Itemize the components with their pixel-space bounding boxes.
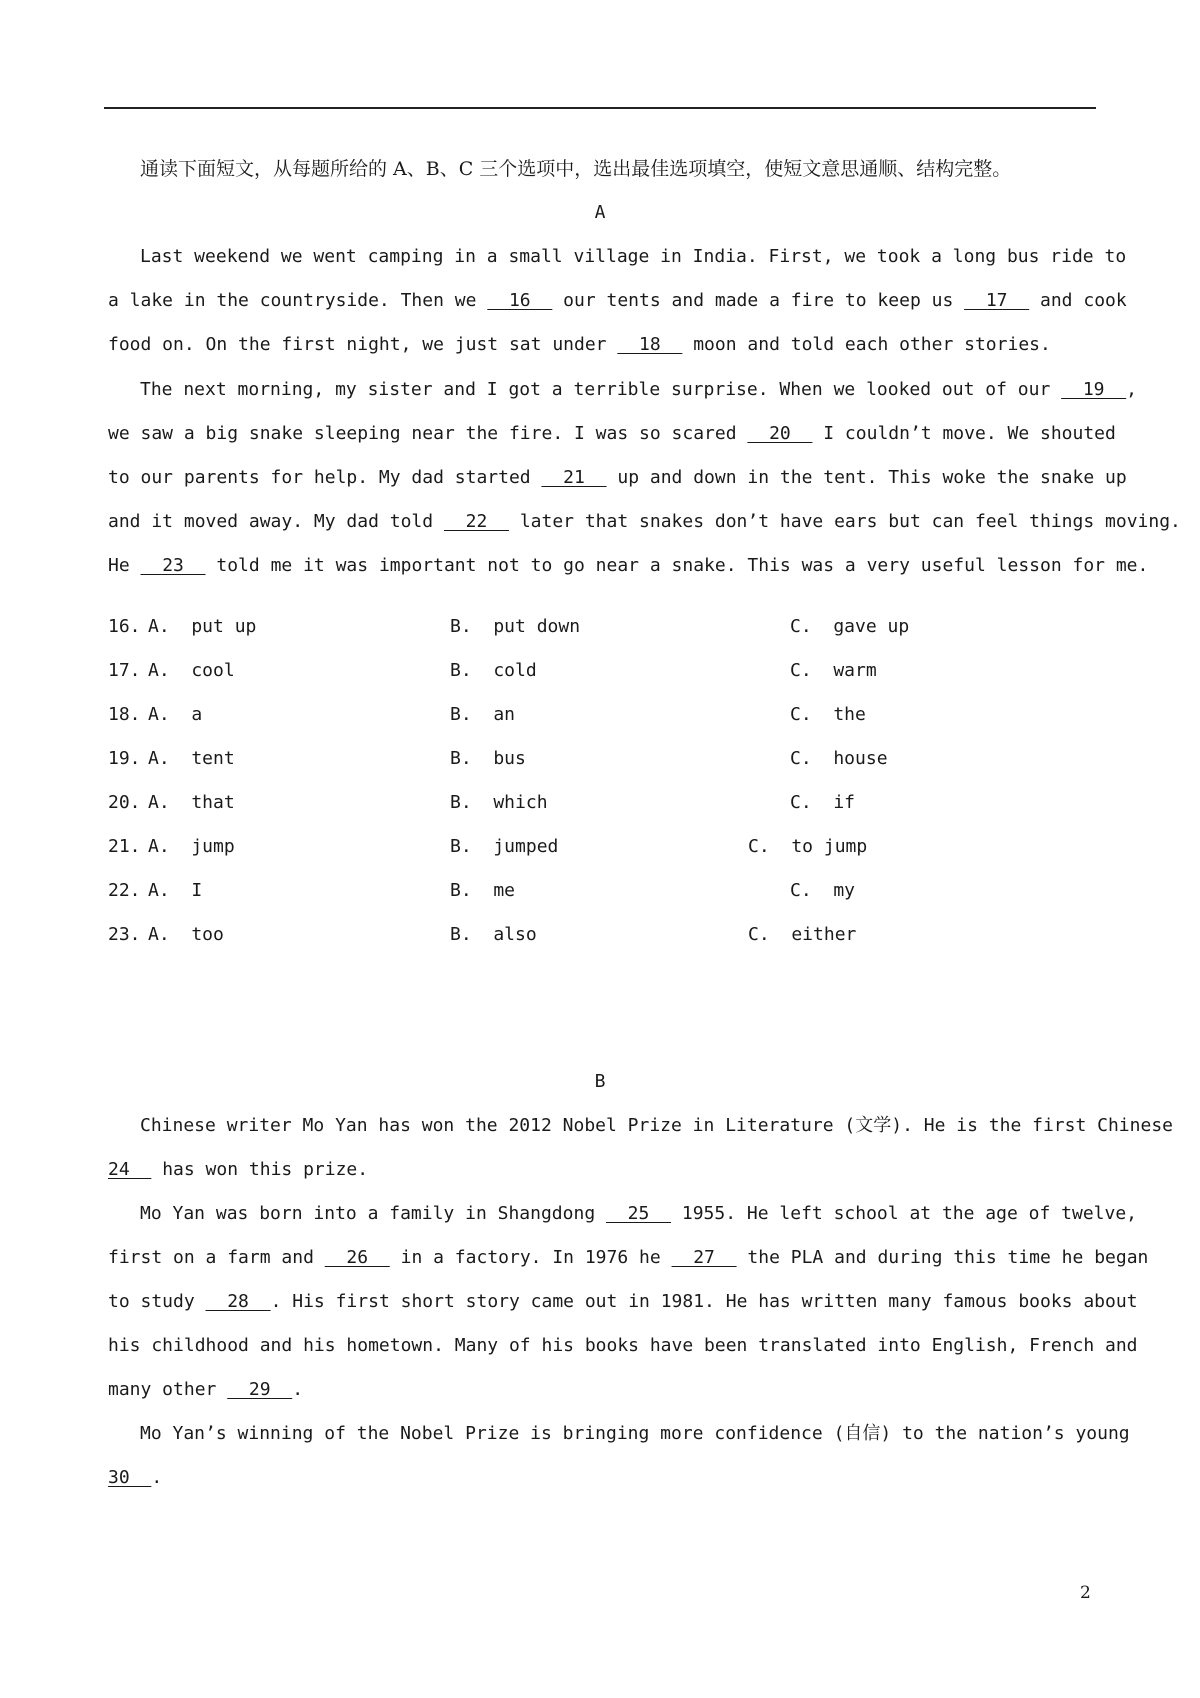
option-a: A. a bbox=[148, 704, 203, 725]
passage-line bbox=[140, 1111, 1173, 1141]
text-segment: we saw a big snake sleeping near the fire. I was so scared bbox=[108, 423, 748, 444]
text-segment: later that snakes don’t have ears but can feel things moving. bbox=[508, 511, 1181, 532]
text-segment: the PLA and during this time he began bbox=[736, 1247, 1149, 1268]
line-text bbox=[140, 1115, 1173, 1136]
text-segment: has won this prize. bbox=[151, 1159, 369, 1180]
option-b: B. put down bbox=[450, 616, 581, 637]
text-segment: a lake in the countryside. Then we bbox=[108, 290, 488, 311]
answer-blank: 20 bbox=[747, 423, 813, 444]
answer-blank: 27 bbox=[671, 1247, 737, 1268]
question-number: 20. bbox=[108, 792, 141, 813]
question-number: 22. bbox=[108, 880, 141, 901]
text-segment: . bbox=[151, 1467, 163, 1488]
text-segment: Last weekend we went camping in a small village in India. First, we took a long bus ride to bbox=[140, 246, 1127, 267]
line-text bbox=[108, 1159, 368, 1180]
text-segment: . His first short story came out in 1981. He has written many famous books about bbox=[270, 1291, 1138, 1312]
text-segment: The next morning, my sister and I got a terrible surprise. When we looked out of our bbox=[140, 379, 1062, 400]
passage-line bbox=[108, 463, 1127, 493]
option-a: A. I bbox=[148, 880, 203, 901]
option-c: C. warm bbox=[790, 660, 877, 681]
option-a: A. jump bbox=[148, 836, 235, 857]
text-segment: , bbox=[1126, 379, 1138, 400]
line-text bbox=[108, 1247, 1148, 1268]
passage-line bbox=[108, 1287, 1138, 1317]
option-c: C. either bbox=[748, 924, 857, 945]
section-a-heading: A bbox=[594, 202, 606, 223]
text-segment: in a factory. In 1976 he bbox=[389, 1247, 672, 1268]
option-b: B. which bbox=[450, 792, 548, 813]
line-text bbox=[140, 1203, 1137, 1224]
text-segment: first on a farm and bbox=[108, 1247, 325, 1268]
text-segment: Chinese writer Mo Yan has won the 2012 Nobel Prize in Literature (文学). He is the first Chinese bbox=[140, 1115, 1173, 1136]
answer-blank: 30 bbox=[108, 1467, 152, 1488]
text-segment: told me it was important not to go near a snake. This was a very useful lesson for me. bbox=[205, 555, 1149, 576]
line-text bbox=[108, 1291, 1138, 1312]
answer-blank: 22 bbox=[443, 511, 509, 532]
text-segment: to our parents for help. My dad started bbox=[108, 467, 542, 488]
line-text bbox=[108, 1467, 162, 1488]
passage-line bbox=[108, 1331, 1138, 1361]
answer-blank: 16 bbox=[487, 290, 553, 311]
option-b: B. an bbox=[450, 704, 516, 725]
line-text bbox=[108, 1379, 303, 1400]
answer-blank: 25 bbox=[606, 1203, 672, 1224]
line-text bbox=[140, 1423, 1130, 1444]
passage-line bbox=[108, 507, 1181, 537]
answer-blank: 23 bbox=[140, 555, 206, 576]
option-c: C. my bbox=[790, 880, 856, 901]
text-segment: Mo Yan’s winning of the Nobel Prize is bringing more confidence (自信) to the nation’s young bbox=[140, 1423, 1130, 1444]
question-number: 18. bbox=[108, 704, 141, 725]
answer-blank: 18 bbox=[617, 334, 683, 355]
page-number: 2 bbox=[1080, 1583, 1091, 1603]
question-number: 17. bbox=[108, 660, 141, 681]
line-text bbox=[108, 290, 1127, 311]
answer-blank: 21 bbox=[541, 467, 607, 488]
text-segment: up and down in the tent. This woke the snake up bbox=[606, 467, 1127, 488]
option-c: C. gave up bbox=[790, 616, 910, 637]
passage-line bbox=[108, 286, 1127, 316]
passage-line bbox=[140, 1419, 1130, 1449]
option-c: C. the bbox=[790, 704, 866, 725]
passage-line bbox=[108, 330, 1096, 360]
option-a: A. tent bbox=[148, 748, 235, 769]
answer-blank: 19 bbox=[1061, 379, 1127, 400]
header-rule bbox=[104, 107, 1096, 109]
text-segment: He bbox=[108, 555, 141, 576]
question-number: 16. bbox=[108, 616, 141, 637]
option-a: A. cool bbox=[148, 660, 235, 681]
line-text bbox=[140, 379, 1137, 400]
line-text bbox=[140, 246, 1126, 267]
question-number: 21. bbox=[108, 836, 141, 857]
option-a: A. too bbox=[148, 924, 224, 945]
option-b: B. me bbox=[450, 880, 516, 901]
option-b: B. jumped bbox=[450, 836, 559, 857]
question-number: 23. bbox=[108, 924, 141, 945]
question-number: 19. bbox=[108, 748, 141, 769]
instruction-text: 通读下面短文，从每题所给的 A、B、C 三个选项中，选出最佳选项填空，使短文意思通顺、结构完整。 bbox=[140, 158, 1012, 180]
text-segment: our tents and made a fire to keep us bbox=[552, 290, 965, 311]
passage-line bbox=[108, 1243, 1149, 1273]
answer-blank: 29 bbox=[227, 1379, 293, 1400]
line-text bbox=[108, 467, 1127, 488]
line-text bbox=[108, 334, 1051, 355]
passage-line bbox=[108, 1375, 1096, 1405]
option-b: B. cold bbox=[450, 660, 537, 681]
text-segment: many other bbox=[108, 1379, 228, 1400]
text-segment: I couldn’t move. We shouted bbox=[812, 423, 1116, 444]
passage-line bbox=[140, 1199, 1138, 1229]
passage-line bbox=[108, 551, 1149, 581]
line-text bbox=[108, 1335, 1138, 1356]
option-b: B. also bbox=[450, 924, 537, 945]
passage-line bbox=[108, 1463, 1096, 1493]
option-c: C. if bbox=[790, 792, 856, 813]
option-a: A. put up bbox=[148, 616, 257, 637]
text-segment: Mo Yan was born into a family in Shangdong bbox=[140, 1203, 606, 1224]
text-segment: and cook bbox=[1029, 290, 1127, 311]
option-b: B. bus bbox=[450, 748, 526, 769]
passage-line bbox=[108, 419, 1116, 449]
text-segment: and it moved away. My dad told bbox=[108, 511, 444, 532]
line-text bbox=[108, 423, 1116, 444]
passage-line bbox=[108, 1155, 1096, 1185]
answer-blank: 24 bbox=[108, 1159, 152, 1180]
line-text bbox=[108, 555, 1148, 576]
answer-blank: 28 bbox=[205, 1291, 271, 1312]
text-segment: food on. On the first night, we just sat under bbox=[108, 334, 618, 355]
option-c: C. to jump bbox=[748, 836, 868, 857]
passage-line bbox=[140, 375, 1138, 405]
option-c: C. house bbox=[790, 748, 888, 769]
text-segment: his childhood and his hometown. Many of his books have been translated into English, French and bbox=[108, 1335, 1138, 1356]
text-segment: 1955. He left school at the age of twelve, bbox=[671, 1203, 1138, 1224]
answer-blank: 17 bbox=[964, 290, 1030, 311]
passage-line bbox=[140, 242, 1127, 272]
text-segment: moon and told each other stories. bbox=[682, 334, 1051, 355]
section-b-heading: B bbox=[594, 1071, 606, 1092]
option-a: A. that bbox=[148, 792, 235, 813]
text-segment: to study bbox=[108, 1291, 206, 1312]
line-text bbox=[108, 511, 1181, 532]
answer-blank: 26 bbox=[324, 1247, 390, 1268]
text-segment: . bbox=[292, 1379, 304, 1400]
